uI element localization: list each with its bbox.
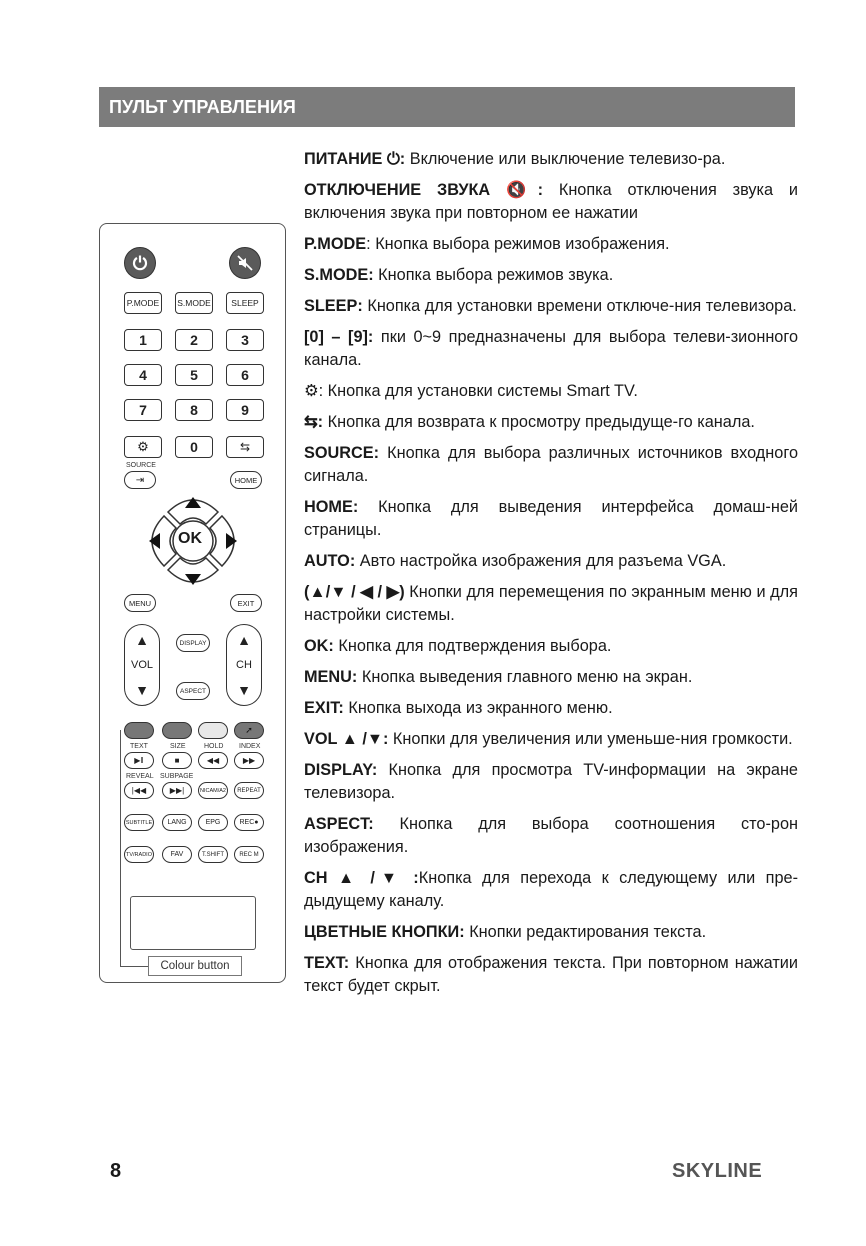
description-term: ЦВЕТНЫЕ КНОПКИ: [304,923,465,941]
digit-5-button[interactable]: 5 [175,364,213,386]
description-item [304,496,798,542]
description-text: Кнопка для возврата к просмотру предыдуще-го канала. [323,413,755,431]
callout-line [120,730,121,966]
menu-button[interactable]: MENU [124,594,156,612]
description-item [304,411,798,434]
tv-radio-button[interactable]: TV/RADIO [124,846,154,863]
description-item [304,666,798,689]
epg-button[interactable]: EPG [198,814,228,831]
size-button[interactable] [162,752,192,769]
description-text: пки 0~9 предназначены для выбора телеви-зионного канала. [304,328,799,369]
digit-2-button[interactable]: 2 [175,329,213,351]
description-text: Кнопка для подтверждения выбора. [333,637,612,655]
next-icon: ▶▶| [169,786,185,795]
cursor-icon: ➚ [245,725,253,735]
description-text: : Кнопка для установки системы Smart TV. [318,382,638,400]
description-item [304,728,798,751]
vol-label: VOL [130,659,153,671]
description-term: SOURCE: [304,444,380,462]
description-term: SLEEP: [304,297,363,315]
description-text: Кнопка выбора режимов звука. [373,266,614,284]
description-text: Кнопка отключения звука и включения звука при повторном ее нажатии [304,181,798,222]
description-term: ОТКЛЮЧЕНИЕ ЗВУКА 🔇: [304,181,543,199]
description-text: Кнопки для увеличения или уменьше-ния громкости. [388,730,793,748]
text-button[interactable] [124,752,154,769]
subpage-button[interactable] [162,782,192,799]
reveal-label: REVEAL [126,773,154,780]
description-item [304,697,798,720]
description-text: Кнопка для отображения текста. При повторном нажатии текст будет скрыт. [304,954,798,995]
sleep-button[interactable]: SLEEP [226,292,264,314]
lang-button[interactable]: LANG [162,814,192,831]
colour-button-blue[interactable] [234,722,264,739]
description-text: Кнопка для выбора соотношения сто-рон изображения. [304,815,798,856]
description-item [304,179,798,225]
ok-label: OK [178,530,202,547]
ch-up-icon: ▲ [237,632,251,648]
description-term: P.MODE [304,235,367,253]
gear-icon: ⚙ [137,439,149,454]
recall-icon: ⇆ [239,440,251,454]
remote-window [130,896,256,950]
description-term: ASPECT: [304,815,374,833]
description-text: Кнопка для выбора различных источников входного сигнала. [304,444,798,485]
page-number: 8 [110,1160,122,1182]
description-item [304,148,798,171]
index-label: INDEX [239,743,261,750]
description-term: DISPLAY: [304,761,378,779]
smart-tv-button[interactable] [124,436,162,458]
source-label: SOURCE [126,462,156,469]
subpage-label: SUBPAGE [160,773,194,780]
description-item [304,233,798,256]
description-item [304,635,798,658]
digit-6-button[interactable]: 6 [226,364,264,386]
description-text: Кнопка для просмотра TV-информации на экране телевизора. [304,761,798,802]
size-label: SIZE [170,743,186,750]
section-title: ПУЛЬТ УПРАВЛЕНИЯ [109,97,296,117]
smode-button[interactable]: S.MODE [175,292,213,314]
digit-3-button[interactable]: 3 [226,329,264,351]
ch-label: CH [236,659,252,671]
description-item [304,326,798,372]
remote-control-illustration [99,223,286,983]
description-item [304,295,798,318]
descriptions-list [304,148,798,1006]
description-term: HOME: [304,498,359,516]
channel-rocker[interactable] [226,624,262,706]
description-term: CH ▲ /▼ : [304,869,419,887]
display-button[interactable]: DISPLAY [176,634,210,652]
recall-icon: ⇆: [304,413,324,431]
description-item [304,264,798,287]
index-button[interactable] [234,752,264,769]
description-term: AUTO: [304,552,356,570]
colour-button-yellow[interactable] [198,722,228,739]
digit-0-button[interactable]: 0 [175,436,213,458]
description-term: EXIT: [304,699,344,717]
tshift-button[interactable]: T.SHIFT [198,846,228,863]
description-text: Кнопки редактирования текста. [464,923,707,941]
description-text: Кнопка выхода из экранного меню. [343,699,613,717]
description-item [304,759,798,805]
recall-button[interactable] [226,436,264,458]
description-term: MENU: [304,668,358,686]
digit-4-button[interactable]: 4 [124,364,162,386]
fav-button[interactable]: FAV [162,846,192,863]
vol-down-icon: ▼ [135,682,149,698]
mute-button[interactable] [229,247,261,279]
description-text: Кнопка для перехода к следующему или пре-дыдущему каналу. [304,869,799,910]
hold-label: HOLD [204,743,224,750]
digit-1-button[interactable]: 1 [124,329,162,351]
ch-down-icon: ▼ [237,682,251,698]
digit-9-button[interactable]: 9 [226,399,264,421]
fast-forward-icon: ▶▶ [242,756,256,765]
description-item [304,581,798,627]
description-text: Авто настройка изображения для разъема VGA. [355,552,727,570]
description-term: VOL ▲ /▼: [304,730,389,748]
description-item [304,380,798,403]
description-text: : Кнопка выбора режимов изображения. [366,235,670,253]
gear-icon: ⚙ [304,382,319,400]
description-text: Кнопка выведения главного меню на экран. [357,668,693,686]
description-text: Кнопка для установки времени отключе-ния телевизора. [362,297,797,315]
power-button[interactable] [124,247,156,279]
description-term: S.MODE: [304,266,374,284]
description-text: Включение или выключение телевизо-ра. [405,150,726,168]
repeat-button[interactable]: REPEAT [234,782,264,799]
hold-button[interactable] [198,752,228,769]
subtitle-button[interactable]: SUBTITLE [124,814,154,831]
aspect-button[interactable]: ASPECT [176,682,210,700]
digit-8-button[interactable]: 8 [175,399,213,421]
text-label: TEXT [130,743,148,750]
mute-icon [236,254,254,272]
section-header [99,87,795,127]
source-icon: ⇥ [135,474,145,486]
digit-7-button[interactable]: 7 [124,399,162,421]
colour-button-green[interactable] [162,722,192,739]
play-pause-icon: ▶‖ [134,756,144,765]
volume-rocker[interactable] [124,624,160,706]
description-term: (▲/▼ / ◀ / ▶) [304,583,405,601]
nicam-button[interactable]: NICAM/A2 [198,782,228,799]
stop-icon: ■ [174,756,180,765]
description-item [304,921,798,944]
rec-m-button[interactable]: REC M [234,846,264,863]
power-icon [131,254,149,272]
description-item [304,442,798,488]
pmode-button[interactable]: P.MODE [124,292,162,314]
description-text: Кнопки для перемещения по экранным меню и для настройки системы. [304,583,798,624]
rec-button[interactable]: REC● [234,814,264,831]
home-button[interactable]: HOME [230,471,262,489]
callout-line-horizontal [120,966,148,967]
description-text: Кнопка для выведения интерфейса домаш-ней страницы. [304,498,798,539]
rewind-icon: ◀◀ [206,756,220,765]
description-item [304,952,798,998]
description-term: TEXT: [304,954,350,972]
description-term: ПИТАНИЕ ⏻: [304,150,406,168]
brand-logo: SKYLINE [672,1160,763,1182]
vol-up-icon: ▲ [135,632,149,648]
description-term: [0] – [9]: [304,328,374,346]
previous-icon: |◀◀ [131,786,147,795]
description-term: OK: [304,637,334,655]
description-item [304,550,798,573]
reveal-button[interactable] [124,782,154,799]
description-item [304,813,798,859]
colour-button-label: Colour button [148,956,242,976]
description-item [304,867,798,913]
colour-button-red[interactable] [124,722,154,739]
exit-button[interactable]: EXIT [230,594,262,612]
